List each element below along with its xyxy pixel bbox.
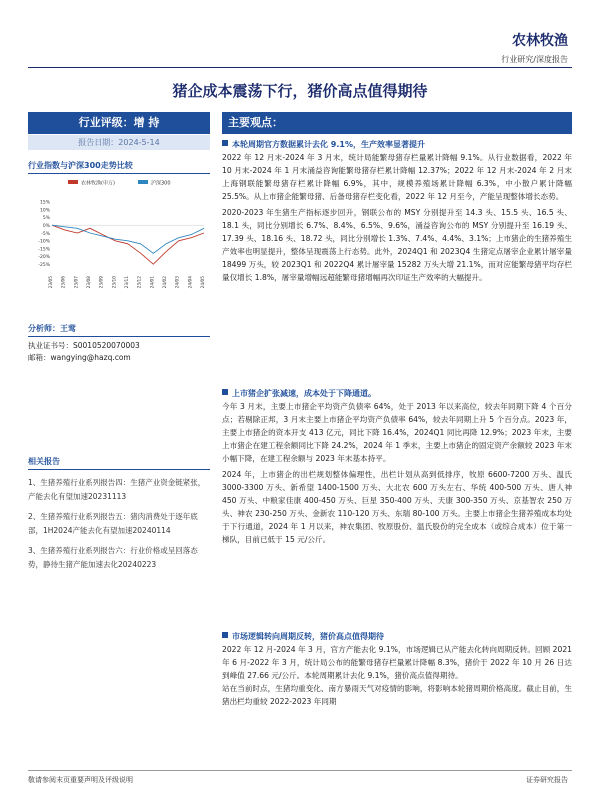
x-tick-label: 24/01 [150,276,156,289]
related-item[interactable]: 2、生猪养殖行业系列报告五：猪肉消费处于逐年底部，1H2024产能去化有望加速20240114 [28,512,198,535]
y-tick-label: -5% [41,231,50,237]
x-tick-label: 23/07 [74,276,80,289]
y-tick-label: -25% [38,263,50,268]
legend-label: 沪深300 [151,180,171,187]
legend-label: 农林牧渔(申万) [81,180,115,187]
section-title: 上市猪企扩张减速，成本处于下降通道。 [222,387,572,400]
section-1 [222,138,572,284]
y-tick-label: 15% [39,200,50,206]
x-tick-label: 24/03 [175,276,181,289]
related-head: 相关报告 [28,457,60,466]
x-tick-label: 24/05 [201,276,206,289]
paragraph: 2020-2023 年生猪生产指标逐步回升，钢联公布的 MSY 分别提升至 14.3 头、15.5 头、16.5 头、18.1 头，同比分别增长 6.7%、8.4%、6.5%、9.6%，涌益咨询公布的 MSY 分别提升至 16.19 头、17.39 头、18.16 头、18.72 头，同比分别增长 1.3%、7.4%、4.4%、3.1%；上市猪企的生猪养殖生产效率也明显提升，整体呈现震荡上行态势。此外，2024Q1 和 2023Q4 生猪定点屠宰企业累计屠宰量 18499 万头，较 2023Q1 和 2022Q4 累计屠宰量 15282 万头大增 21.1%，而对应能繁母猪平均存栏量仅增长 1.8%，屠宰量增幅远超能繁母猪增幅再次印证生产效率的大幅提升。 [222,208,572,282]
y-tick-label: 10% [39,208,50,214]
footer-disclaimer: 敬请参阅末页重要声明及评级说明 [28,776,133,784]
report-date: 报告日期：2024-5-14 [28,135,210,150]
analyst-cert: 执业证书号：S0010520070003 [28,341,140,350]
x-tick-label: 23/10 [112,276,118,289]
related-item[interactable]: 1、生猪养殖行业系列报告四：生猪产业资金链紧张，产能去化有望加速20231113 [28,478,206,501]
analyst-head: 分析师：王莺 [28,324,76,333]
legend-swatch [68,180,78,184]
section-title: 市场逻辑转向周期反转，猪价高点值得期待 [222,630,572,643]
square-bullet-icon [222,632,228,638]
y-tick-label: -20% [38,255,50,261]
report-title: 猪企成本震荡下行，猪价高点值得期待 [172,82,428,100]
analyst-email: 邮箱：wangying@hazq.com [28,353,131,362]
x-tick-label: 23/11 [125,276,130,289]
chart-title: 行业指数与沪深300走势比较 [28,161,133,170]
header-report-type: 行业研究/深度报告 [501,55,568,64]
related-rule [28,469,210,470]
x-tick-label: 23/08 [87,276,92,289]
series-line [52,225,204,264]
chart-title-rule [28,173,210,174]
x-tick-label: 24/02 [163,276,168,289]
y-tick-label: 5% [42,216,50,222]
section-title: 本轮周期官方数据累计去化 9.1%，生产效率显著提升 [222,138,572,151]
related-list [28,476,210,578]
rating-box: 行业评级：增 持 [28,112,210,134]
y-tick-label: 0% [42,224,50,229]
paragraph: 今年 3 月末，主要上市猪企平均资产负债率 64%，处于 2013 年以来高位，较去年同期下降 4 个百分点；若剔除正邦，3 月末主要上市猪企平均资产负债率 64%，较去年同期上升 5 个百分点。2023 年，主要上市猪企的资本开支 413 亿元，同比下降 16.4%，2024Q1 同比再降 12.9%；2023 年末，主要上市猪企在建工程余额同比下降 24.2%，2024 年 1 季末，主要上市猪企的固定资产余额较 2023 年末小幅下降，在建工程余额与 2023 年末基本持平。 [222,402,572,463]
square-bullet-icon [222,389,228,395]
header-rule [28,67,572,68]
paragraph: 站在当前时点，生猪均重变化、南方暴雨天气对疫情的影响，将影响本轮猪周期价格高度。截止目前，生猪出栏均重较 2022-2023 年同期 [222,684,572,706]
x-tick-label: 23/06 [61,276,67,289]
paragraph: 2022 年 12 月末-2024 年 3 月末，统计局能繁母猪存栏量累计降幅 9.1%。从行业数据看，2022 年 10 月末-2024 年 1 月末涌益咨询能繁母猪存栏累计降幅 12.37%；2022 年 12 月末-2024 年 2 月末上海钢联能繁母猪存栏累计降幅 6.9%，其中，规模养殖场累计降幅 6.3%，中小散户累计降幅 25.5%。从上市猪企能繁母猪、后备母猪存栏变化看，2022 年 12 月至今，产能呈现整体增长态势。 [222,153,572,201]
square-bullet-icon [222,140,228,146]
footer-report-type: 证券研究报告 [526,776,568,784]
analyst-rule [28,336,210,337]
y-tick-label: -10% [38,239,50,245]
main-head: 主要观点： [222,112,572,134]
y-tick-label: -15% [38,247,50,253]
paragraph: 2024 年，上市猪企的出栏规划整体偏理性，出栏计划从高到低排序，牧原 6600-7200 万头、温氏 3000-3300 万头、新希望 1400-1500 万头、大北农 600 万头左右、华统 400-500 万头、唐人神 450 万头、中粮家佳康 400-450 万头、巨星 350-400 万头、天康 300-350 万头、京基智农 250 万头、神农 230-250 万头、金新农 110-120 万头、东瑞 80-100 万头。主要上市猪企生猪养殖成本均处于下行通道，2024 年 1 月以来，神农集团、牧原股份、温氏股份的完全成本（或综合成本）位于第一梯队，目前已低于 15 元/公斤。 [222,470,572,544]
series-line [52,225,204,253]
x-tick-label: 23/05 [49,276,54,289]
index-chart [28,176,210,306]
footer-rule [28,770,572,771]
section-2 [222,387,572,546]
x-tick-label: 23/09 [99,276,105,289]
header-industry: 农林牧渔 [512,33,568,49]
paragraph: 2022 年 12 月-2024 年 3 月，官方产能去化 9.1%，市场逻辑已从产能去化转向周期反转。回顾 2021 年 6 月-2022 年 3 月，统计局公布的能繁母猪存栏量累计降幅 8.3%，猪价于 2022 年 10 月 26 日达到峰值 27.66 元/公斤。本轮周期累计去化 9.1%，猪价高点值得期待。 [222,645,572,680]
x-tick-label: 24/04 [188,276,194,289]
x-tick-label: 23/12 [137,276,143,289]
related-item[interactable]: 3、生猪养殖行业系列报告六：行业价格或呈回落态势，静待生猪产能加速去化20240223 [28,546,198,569]
legend-swatch [138,180,148,184]
section-3 [222,630,572,708]
